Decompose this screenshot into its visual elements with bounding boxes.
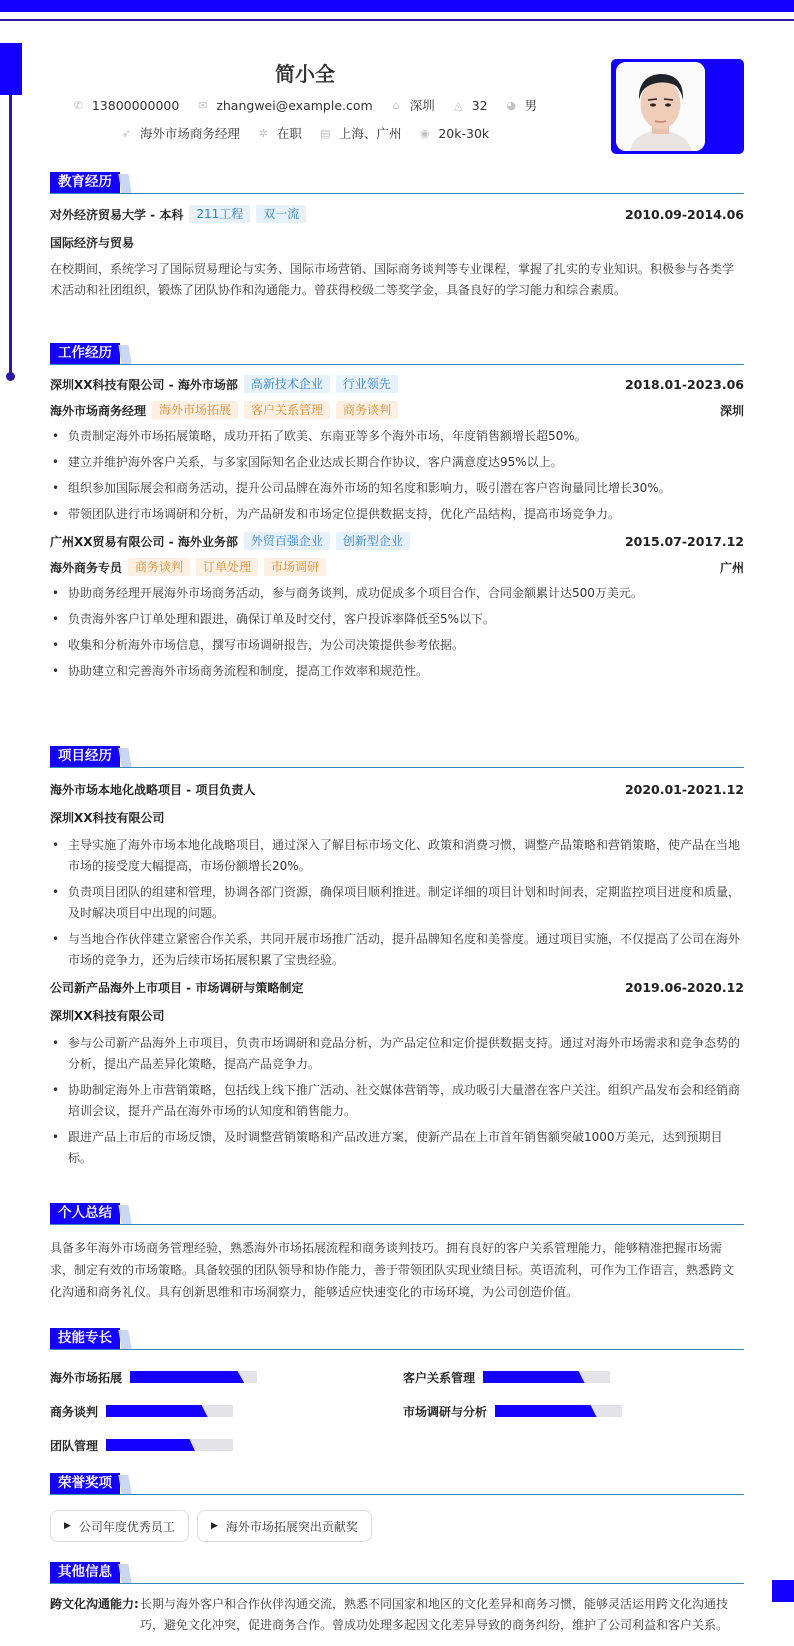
building-icon: ▤ [320, 126, 331, 140]
left-accent-line [9, 95, 12, 377]
list-item: • 协助商务经理开展海外市场商务活动，参与商务谈判，成功促成多个项目合作，合同金额累计达500万美元。 [50, 583, 744, 604]
awards-section-header [50, 1473, 744, 1495]
position-tag: 商务谈判 [128, 558, 190, 576]
home-icon: ⌂ [392, 98, 400, 112]
education-description: 在校期间，系统学习了国际贸易理论与实务、国际市场营销、国际商务谈判等专业课程，掌握了扎实的专业知识。积极参与各类学术活动和社团组织，锻炼了团队协作和沟通能力。曾获得校级二等奖学金，具备良好的学习能力和综合素质。 [50, 262, 735, 297]
contact-age: ◬ 32 [453, 97, 488, 113]
section-title-tab [118, 748, 131, 767]
project-company: 深圳XX科技有限公司 [50, 1008, 165, 1023]
project-entry [50, 779, 744, 971]
resume-header [40, 50, 570, 142]
project-bullets [50, 1033, 744, 1169]
position-tag: 商务谈判 [336, 401, 398, 419]
project-name: 海外市场本地化战略项目 - 项目负责人 [50, 782, 256, 797]
project-entry [50, 977, 744, 1169]
summary-section-header [50, 1203, 744, 1225]
list-item: • 带领团队进行市场调研和分析，为产品研发和市场定位提供数据支持，优化产品结构，提高市场竞争力。 [50, 504, 744, 525]
skill-bar-fill [483, 1371, 585, 1383]
skills-section-header [50, 1328, 744, 1350]
candidate-name: 简小全 [275, 62, 335, 86]
award-item: ▶ 公司年度优秀员工 [50, 1510, 189, 1542]
job-entry [50, 531, 744, 682]
school-name: 对外经济贸易大学 - 本科 [50, 207, 184, 222]
gender-icon: ◕ [506, 98, 516, 112]
skill-bar-fill [495, 1405, 597, 1417]
section-title: 项目经历 [50, 746, 120, 767]
skill-bar-fill [106, 1405, 208, 1417]
contact-row [40, 96, 570, 114]
list-item: • 参与公司新产品海外上市项目，负责市场调研和竞品分析，为产品定位和定价提供数据支持。通过对海外市场需求和竞争态势的分析，提出产品差异化策略，提高产品竞争力。 [50, 1033, 744, 1075]
project-bullets [50, 835, 744, 971]
major: 国际经济与贸易 [50, 235, 135, 250]
summary-text: 具备多年海外市场商务管理经验，熟悉海外市场拓展流程和商务谈判技巧。拥有良好的客户关系管理能力，能够精准把握市场需求，制定有效的市场策略。具备较强的团队领导和协作能力，善于带领团队实现业绩目标。英语流利，可作为工作语言，熟悉跨文化沟通和商务礼仪。具有创新思维和市场洞察力，能够适应快速变化的市场环境，为公司创造价值。 [50, 1241, 735, 1299]
other-section-header [50, 1562, 744, 1584]
age-icon: ◬ [453, 98, 463, 112]
phone-icon: ✆ [73, 98, 83, 112]
company-name: 广州XX贸易有限公司 - 海外业务部 [50, 534, 238, 549]
list-item: • 收集和分析海外市场信息，撰写市场调研报告，为公司决策提供参考依据。 [50, 635, 744, 656]
position-tag: 海外市场拓展 [152, 401, 238, 419]
job-bullets [50, 426, 744, 525]
job-intent-row [40, 124, 570, 142]
skill-name: 商务谈判 [50, 1404, 99, 1419]
project-date: 2020.01-2021.12 [624, 781, 744, 797]
section-title-tab [118, 1475, 131, 1494]
skill-item [50, 1401, 233, 1421]
skill-name: 市场调研与分析 [403, 1404, 488, 1419]
mail-icon: ✉ [198, 98, 208, 112]
skill-bar [483, 1371, 610, 1383]
list-item: • 组织参加国际展会和商务活动，提升公司品牌在海外市场的知名度和影响力，吸引潜在客户咨询量同比增长30%。 [50, 478, 744, 499]
skill-bar-fill [106, 1439, 195, 1451]
position-tag: 订单处理 [196, 558, 258, 576]
project-date: 2019.06-2020.12 [624, 979, 744, 995]
contact-location: ⌂ 深圳 [392, 98, 435, 113]
skill-bar [106, 1405, 233, 1417]
project-company: 深圳XX科技有限公司 [50, 810, 165, 825]
job-date: 2018.01-2023.06 [624, 376, 744, 392]
other-info-row [50, 1594, 744, 1636]
other-section [50, 1562, 744, 1636]
contact-gender: ◕ 男 [506, 98, 538, 113]
list-item: • 负责项目团队的组建和管理，协调各部门资源，确保项目顺利推进。制定详细的项目计划和时间表，定期监控项目进度和质量，及时解决项目中出现的问题。 [50, 882, 744, 924]
award-item: ▶ 海外市场拓展突出贡献奖 [197, 1510, 372, 1542]
section-title: 荣誉奖项 [50, 1473, 120, 1494]
projects-section [50, 746, 744, 1174]
skills-grid [50, 1350, 744, 1460]
work-section-header [50, 343, 744, 365]
photo-frame [611, 59, 744, 154]
education-section-header [50, 172, 744, 194]
job-status: ✲ 在职 [258, 126, 302, 141]
company-tag: 外贸百强企业 [244, 532, 330, 550]
school-tag: 211工程 [189, 205, 250, 223]
section-title: 其他信息 [50, 1562, 120, 1583]
job-salary: ◉ 20k-30k [420, 125, 490, 141]
section-title-tab [118, 345, 131, 364]
project-name: 公司新产品海外上市项目 - 市场调研与策略制定 [50, 980, 304, 995]
summary-section [50, 1203, 744, 1303]
skill-item [50, 1367, 257, 1387]
contact-email: ✉ zhangwei@example.com [198, 97, 373, 113]
job-entry [50, 374, 744, 525]
position-tag: 客户关系管理 [244, 401, 330, 419]
position-tag: 市场调研 [264, 558, 326, 576]
job-position: ➶ 海外市场商务经理 [121, 126, 240, 141]
education-row [50, 204, 744, 224]
job-bullets [50, 583, 744, 682]
education-date: 2010.09-2014.06 [624, 206, 744, 222]
skill-bar [495, 1405, 622, 1417]
skill-name: 客户关系管理 [403, 1370, 476, 1385]
awards-section [50, 1473, 744, 1542]
other-info-value: 长期与海外客户和合作伙伴沟通交流，熟悉不同国家和地区的文化差异和商务习惯，能够灵活运用跨文化沟通技巧，避免文化冲突，促进商务合作。曾成功处理多起因文化差异导致的商务纠纷，维护了公司利益和客户关系。 [140, 1597, 729, 1632]
skill-bar-fill [130, 1371, 244, 1383]
skill-bar [130, 1371, 257, 1383]
skill-item [50, 1435, 233, 1455]
skill-item [403, 1367, 610, 1387]
list-item: • 与当地合作伙伴建立紧密合作关系，共同开展市场推广活动，提升品牌知名度和美誉度。通过项目实施，不仅提高了公司在海外市场的竞争力，还为后续市场拓展积累了宝贵经验。 [50, 929, 744, 971]
triangle-right-icon: ▶ [210, 1521, 218, 1531]
salary-icon: ◉ [420, 126, 430, 140]
skill-name: 团队管理 [50, 1438, 99, 1453]
section-title: 教育经历 [50, 172, 120, 193]
section-title-tab [118, 1205, 131, 1224]
section-title-tab [118, 1564, 131, 1583]
job-city: 深圳 [719, 403, 744, 418]
company-tag: 高新技术企业 [244, 375, 330, 393]
send-icon: ➶ [121, 126, 131, 140]
job-cities: ▤ 上海、广州 [320, 126, 402, 141]
position-name: 海外商务专员 [50, 560, 123, 575]
work-section [50, 343, 744, 687]
triangle-right-icon: ▶ [64, 1521, 71, 1531]
section-title: 个人总结 [50, 1203, 120, 1224]
section-title-tab [118, 174, 131, 193]
school-tag: 双一流 [256, 205, 306, 223]
list-item: • 负责海外客户订单处理和跟进，确保订单及时交付，客户投诉率降低至5%以下。 [50, 609, 744, 630]
top-accent-line [0, 19, 794, 21]
skills-section [50, 1328, 744, 1460]
list-item: • 跟进产品上市后的市场反馈，及时调整营销策略和产品改进方案，使新产品在上市首年销售额突破1000万美元，达到预期目标。 [50, 1127, 744, 1169]
company-name: 深圳XX科技有限公司 - 海外市场部 [50, 377, 238, 392]
awards-list [50, 1510, 744, 1542]
position-name: 海外市场商务经理 [50, 403, 147, 418]
other-info-label: 跨文化沟通能力: [50, 1597, 139, 1611]
company-tag: 行业领先 [336, 375, 398, 393]
job-city: 广州 [719, 560, 744, 575]
left-accent-block [0, 43, 22, 95]
left-accent-dot [6, 372, 15, 381]
projects-section-header [50, 746, 744, 768]
contact-phone: ✆ 13800000000 [73, 97, 180, 113]
education-section [50, 172, 744, 301]
section-title-tab [118, 1330, 131, 1349]
status-icon: ✲ [258, 126, 268, 140]
skill-item [403, 1401, 622, 1421]
list-item: • 协助制定海外上市营销策略，包括线上线下推广活动、社交媒体营销等，成功吸引大量潜在客户关注。组织产品发布会和经销商培训会议，提升产品在海外市场的认知度和销售能力。 [50, 1080, 744, 1122]
company-tag: 创新型企业 [336, 532, 410, 550]
section-title: 工作经历 [50, 343, 120, 364]
skill-name: 海外市场拓展 [50, 1370, 123, 1385]
top-accent-bar [0, 0, 794, 12]
section-title: 技能专长 [50, 1328, 120, 1349]
list-item: • 建立并维护海外客户关系，与多家国际知名企业达成长期合作协议，客户满意度达95%以上。 [50, 452, 744, 473]
avatar [616, 62, 705, 151]
list-item: • 主导实施了海外市场本地化战略项目，通过深入了解目标市场文化、政策和消费习惯，调整产品策略和营销策略，使产品在当地市场的接受度大幅提高，市场份额增长20%。 [50, 835, 744, 877]
skill-bar [106, 1439, 233, 1451]
list-item: • 负责制定海外市场拓展策略，成功开拓了欧美、东南亚等多个海外市场，年度销售额增长超50%。 [50, 426, 744, 447]
job-date: 2015.07-2017.12 [624, 533, 744, 549]
list-item: • 协助建立和完善海外市场商务流程和制度，提高工作效率和规范性。 [50, 661, 744, 682]
right-accent-block [772, 1580, 794, 1602]
